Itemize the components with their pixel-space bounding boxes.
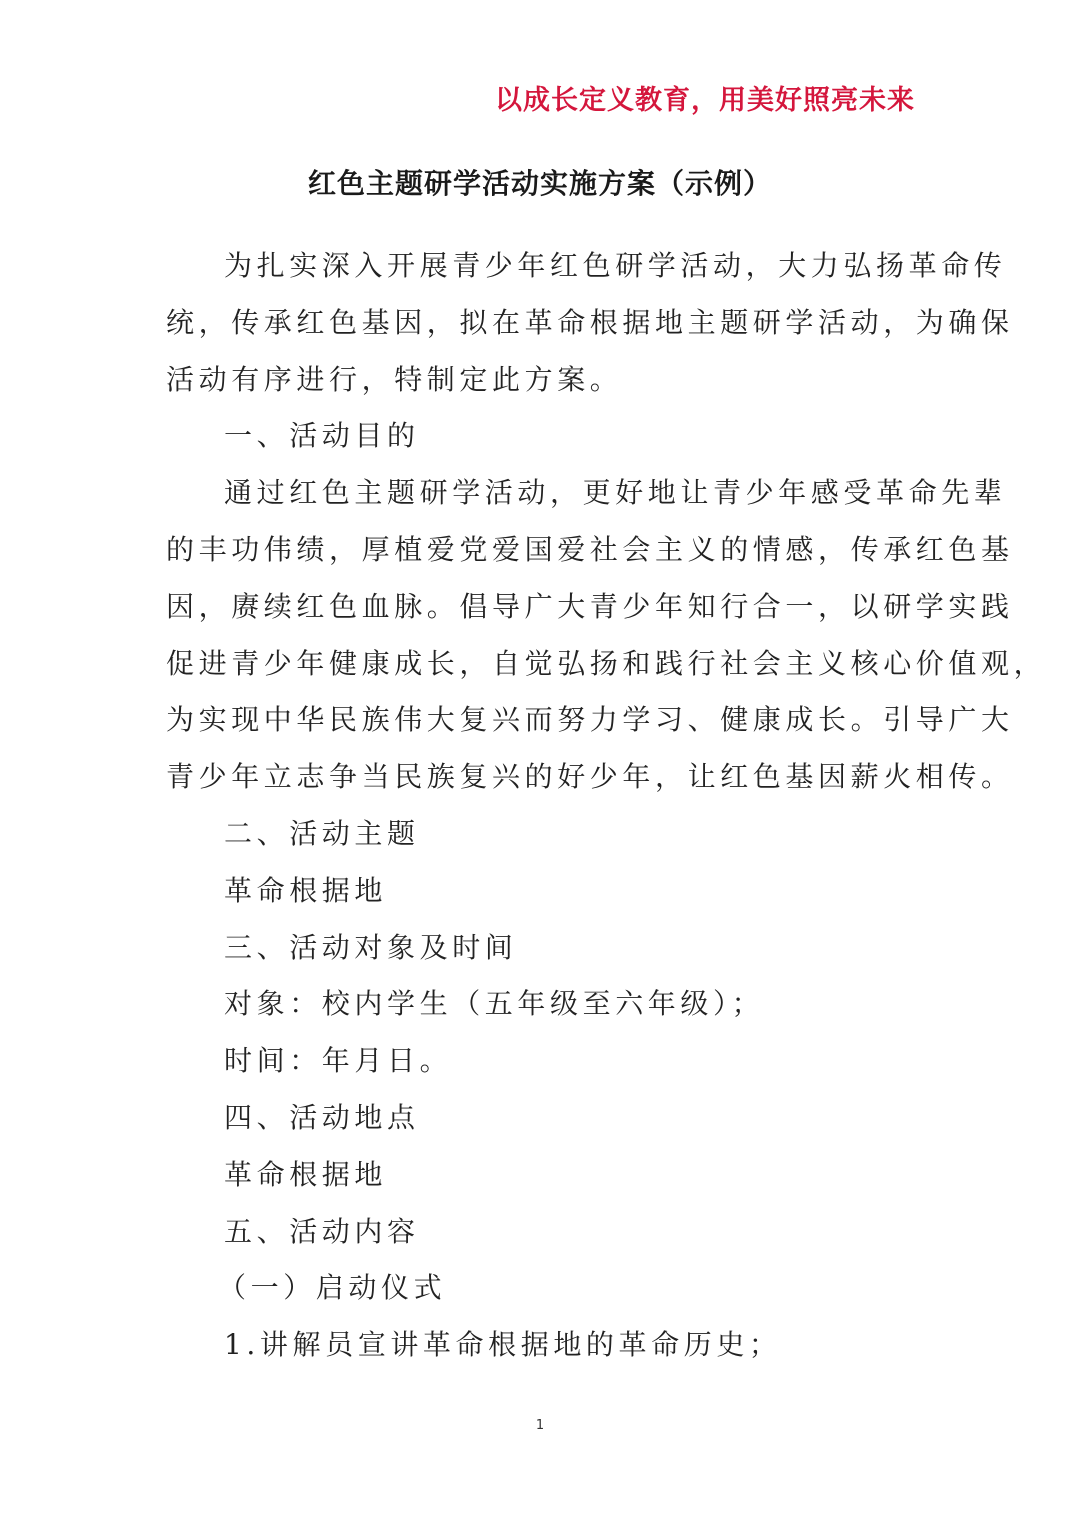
header-slogan: 以成长定义教育，用美好照亮未来 — [495, 85, 915, 116]
section-heading: 二、活动主题 — [224, 816, 420, 850]
paragraph-line: 统，传承红色基因，拟在革命根据地主题研学活动，为确保 — [166, 305, 1014, 339]
paragraph-line: 青少年立志争当民族复兴的好少年，让红色基因薪火相传。 — [166, 760, 1014, 794]
paragraph-line: 活动有序进行，特制定此方案。 — [166, 362, 623, 396]
paragraph-line: 因，赓续红色血脉。倡导广大青少年知行合一，以研学实践 — [166, 589, 1014, 623]
paragraph-line: 对象：校内学生（五年级至六年级）； — [224, 987, 765, 1021]
subsection-heading: （一）启动仪式 — [218, 1271, 447, 1305]
paragraph-line: 革命根据地 — [224, 873, 388, 907]
paragraph-line: 的丰功伟绩，厚植爱党爱国爱社会主义的情感，传承红色基 — [166, 532, 1014, 566]
paragraph-line: 为扎实深入开展青少年红色研学活动，大力弘扬革命传 — [224, 249, 1007, 282]
document-body — [166, 238, 1047, 1374]
paragraph-line: 为实现中华民族伟大复兴而努力学习、健康成长。引导广大 — [166, 703, 1014, 737]
section-heading: 一、活动目的 — [224, 419, 420, 453]
paragraph-line: 革命根据地 — [224, 1157, 388, 1191]
section-heading: 三、活动对象及时间 — [224, 930, 518, 964]
page-number: 1 — [535, 1418, 545, 1433]
paragraph-line: 时间：年月日。 — [224, 1044, 453, 1078]
section-heading: 四、活动地点 — [224, 1100, 420, 1134]
list-item: 1.讲解员宣讲革命根据地的革命历史； — [224, 1328, 782, 1362]
page-title: 红色主题研学活动实施方案（示例） — [307, 167, 772, 200]
paragraph-line: 促进青少年健康成长，自觉弘扬和践行社会主义核心价值观， — [166, 646, 1047, 680]
section-heading: 五、活动内容 — [224, 1214, 420, 1248]
paragraph-line: 通过红色主题研学活动，更好地让青少年感受革命先辈 — [224, 476, 1007, 510]
